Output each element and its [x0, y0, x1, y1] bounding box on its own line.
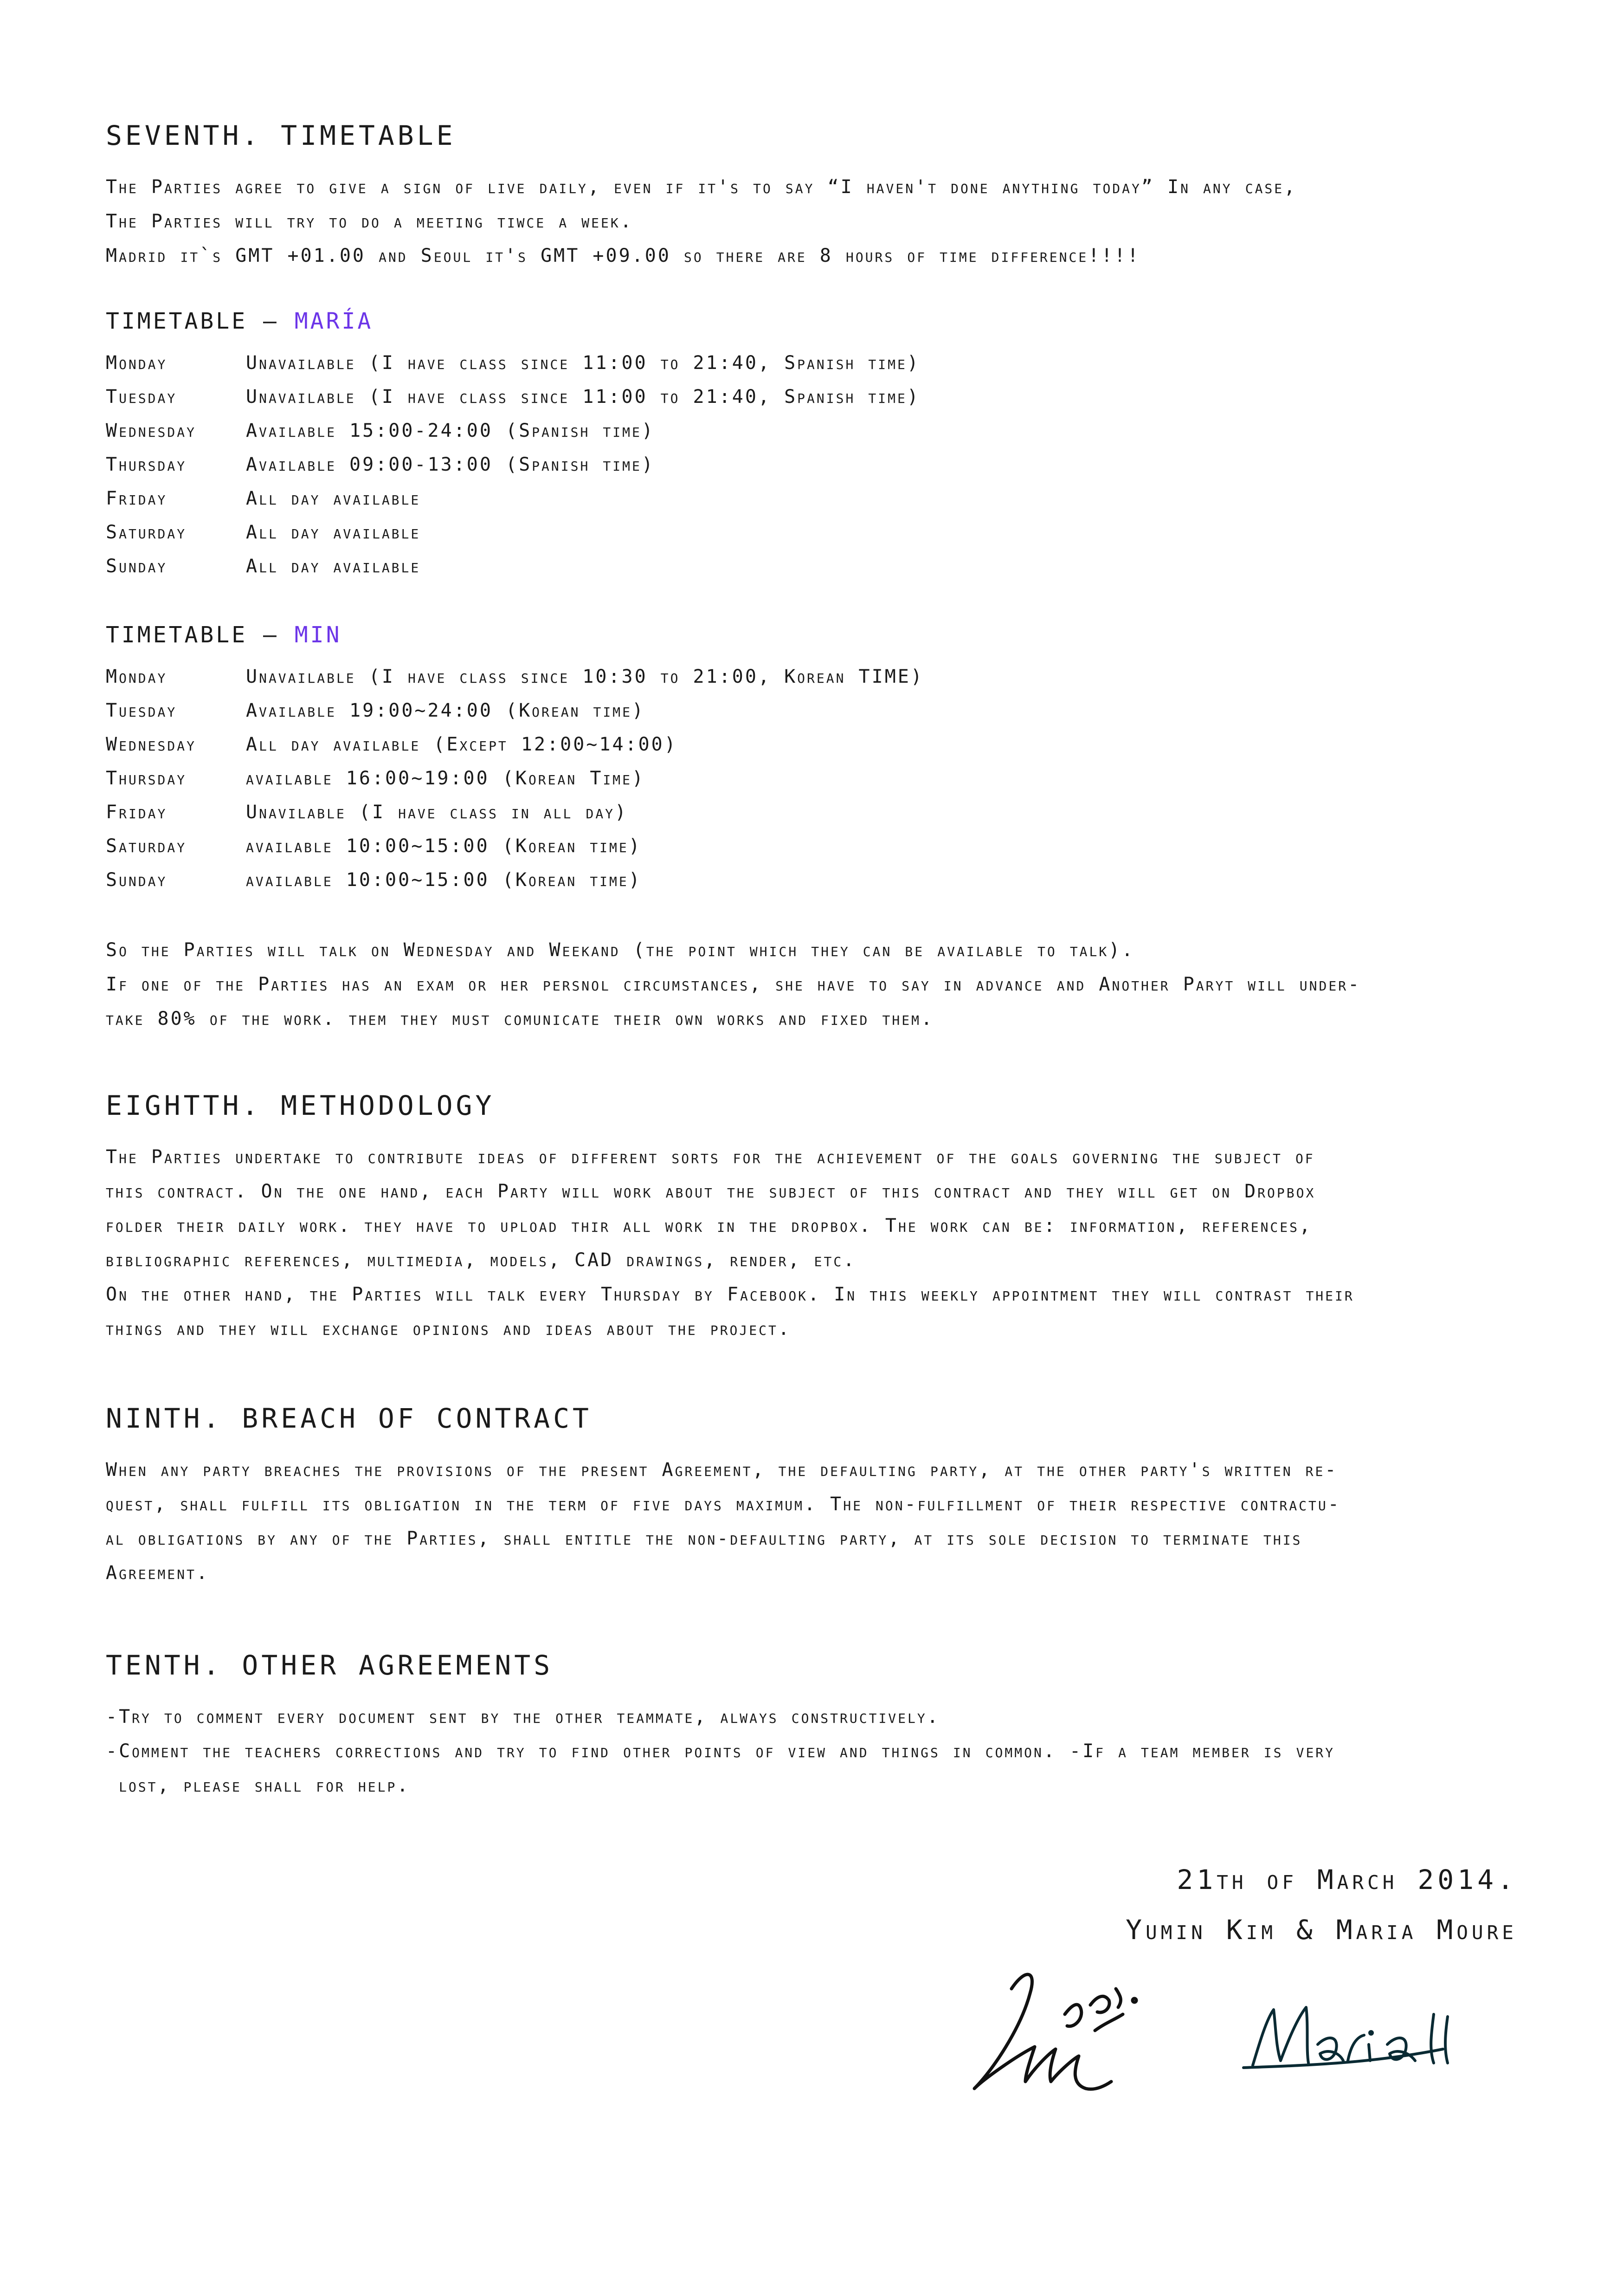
paragraph-line: quest, shall fulfill its obligation in the term of five days maximum. The non-fulfillment of their respective contractu- — [106, 1494, 1341, 1515]
timetable-text: All day available — [246, 522, 421, 543]
timetable-text: Unavailable (I have class since 11:00 to 21:40, Spanish time) — [246, 352, 920, 374]
timetable-text: All day available — [246, 556, 421, 577]
timetable-day: Thursday — [106, 768, 187, 789]
paragraph-line: So the Parties will talk on Wednesday and Weekand (the point which they can be available to talk). — [106, 939, 1135, 961]
closing-names: Yumin Kim & Maria Moure — [1126, 1914, 1517, 1946]
paragraph-line: -Comment the teachers corrections and try to find other points of view and things in common. -If a team member is very — [106, 1740, 1335, 1762]
seventh-paragraph — [106, 170, 1539, 273]
timetable-day: Saturday — [106, 522, 187, 543]
paragraph-line: Madrid it`s GMT +01.00 and Seoul it's GMT +09.00 so there are 8 hours of time difference!!!! — [106, 245, 1140, 266]
timetable-text: All day available — [246, 488, 421, 509]
paragraph-line: The Parties undertake to contribute ideas of different sorts for the achievement of the goals governing the subject of — [106, 1146, 1315, 1168]
timetable-label: TIMETABLE – — [106, 308, 295, 334]
timetable-row — [106, 660, 1219, 694]
eighth-paragraph — [106, 1140, 1539, 1346]
paragraph-line: -Try to comment every document sent by the other teammate, always constructively. — [106, 1706, 940, 1727]
timetable-day: Friday — [106, 488, 167, 509]
timetable-row — [106, 482, 1219, 516]
signatures — [956, 1949, 1531, 2144]
timetable-row — [106, 728, 1219, 762]
timetable-min-name: MIN — [294, 622, 342, 648]
timetable-day: Tuesday — [106, 386, 177, 407]
timetable-day: Wednesday — [106, 420, 196, 441]
timetable-row — [106, 694, 1219, 728]
paragraph-line: The Parties agree to give a sign of live daily, even if it's to say “I haven't done anything today” In any case, — [106, 176, 1297, 198]
timetable-text: Unavilable (I have class in all day) — [246, 802, 628, 823]
timetable-row — [106, 414, 1219, 448]
paragraph-line: al obligations by any of the Parties, shall entitle the non-defaulting party, at its sole decision to terminate this — [106, 1528, 1302, 1549]
ninth-paragraph — [106, 1453, 1539, 1590]
section-title-eighth: EIGHTTH. METHODOLOGY — [106, 1090, 495, 1121]
timetable-row — [106, 448, 1219, 482]
closing-date: 21th of March 2014. — [1177, 1864, 1517, 1895]
timetable-day: Tuesday — [106, 700, 177, 721]
timetable-text: All day available (Except 12:00~14:00) — [246, 734, 677, 755]
timetable-row — [106, 346, 1219, 380]
timetable-row — [106, 516, 1219, 550]
timetable-text: available 16:00~19:00 (Korean Time) — [246, 768, 645, 789]
timetable-row — [106, 380, 1219, 414]
timetable-row — [106, 863, 1219, 897]
timetable-day: Monday — [106, 666, 167, 687]
timetable-text: Unavailable (I have class since 10:30 to 21:00, Korean TIME) — [246, 666, 924, 687]
timetable-text: Unavailable (I have class since 11:00 to 21:40, Spanish time) — [246, 386, 920, 407]
timetable-day: Sunday — [106, 556, 167, 577]
timetable-text: Available 19:00~24:00 (Korean time) — [246, 700, 645, 721]
signature-yumin-kim — [974, 1974, 1136, 2089]
timetable-min — [106, 660, 1219, 897]
timetable-day: Friday — [106, 802, 167, 823]
timetable-maria — [106, 346, 1219, 583]
section-title-ninth: NINTH. BREACH OF CONTRACT — [106, 1403, 592, 1434]
timetable-text: available 10:00~15:00 (Korean time) — [246, 835, 642, 857]
timetable-text: available 10:00~15:00 (Korean time) — [246, 869, 642, 891]
paragraph-line: take 80% of the work. them they must comunicate their own works and fixed them. — [106, 1008, 934, 1029]
timetable-day: Thursday — [106, 454, 187, 475]
paragraph-line: lost, please shall for help. — [106, 1775, 410, 1796]
timetable-min-heading — [106, 622, 341, 648]
timetable-day: Saturday — [106, 835, 187, 857]
timetable-text: Available 15:00-24:00 (Spanish time) — [246, 420, 655, 441]
timetable-label: TIMETABLE – — [106, 622, 295, 648]
paragraph-line: On the other hand, the Parties will talk every Thursday by Facebook. In this weekly appointment they will contrast their — [106, 1284, 1354, 1305]
section-title-tenth: TENTH. OTHER AGREEMENTS — [106, 1649, 554, 1681]
signature-maria-moure — [1243, 2007, 1448, 2068]
paragraph-line: folder their daily work. they have to upload thir all work in the dropbox. The work can be: information, references, — [106, 1215, 1313, 1236]
paragraph-line: If one of the Parties has an exam or her persnol circumstances, she have to say in advance and Another Paryt will under- — [106, 974, 1361, 995]
timetable-text: Available 09:00-13:00 (Spanish time) — [246, 454, 655, 475]
paragraph-line: When any party breaches the provisions of the present Agreement, the defaulting party, at the other party's written re- — [106, 1459, 1338, 1481]
timetable-row — [106, 762, 1219, 796]
section-title-seventh: SEVENTH. TIMETABLE — [106, 120, 456, 151]
timetable-row — [106, 550, 1219, 583]
paragraph-line: bibliographic references, multimedia, models, CAD drawings, render, etc. — [106, 1249, 857, 1271]
timetable-maria-heading — [106, 308, 373, 334]
timetable-maria-name: MARÍA — [294, 308, 374, 334]
timetable-row — [106, 829, 1219, 863]
timetable-day: Sunday — [106, 869, 167, 891]
paragraph-line: Agreement. — [106, 1562, 210, 1584]
tenth-paragraph — [106, 1700, 1539, 1803]
paragraph-line: this contract. On the one hand, each Party will work about the subject of this contract and they will get on Dropbox — [106, 1181, 1316, 1202]
summary-paragraph — [106, 933, 1539, 1036]
timetable-day: Monday — [106, 352, 167, 374]
timetable-day: Wednesday — [106, 734, 196, 755]
paragraph-line: The Parties will try to do a meeting tiwce a week. — [106, 211, 633, 232]
closing-block — [1126, 1855, 1517, 1955]
timetable-row — [106, 796, 1219, 829]
paragraph-line: things and they will exchange opinions and ideas about the project. — [106, 1318, 791, 1339]
